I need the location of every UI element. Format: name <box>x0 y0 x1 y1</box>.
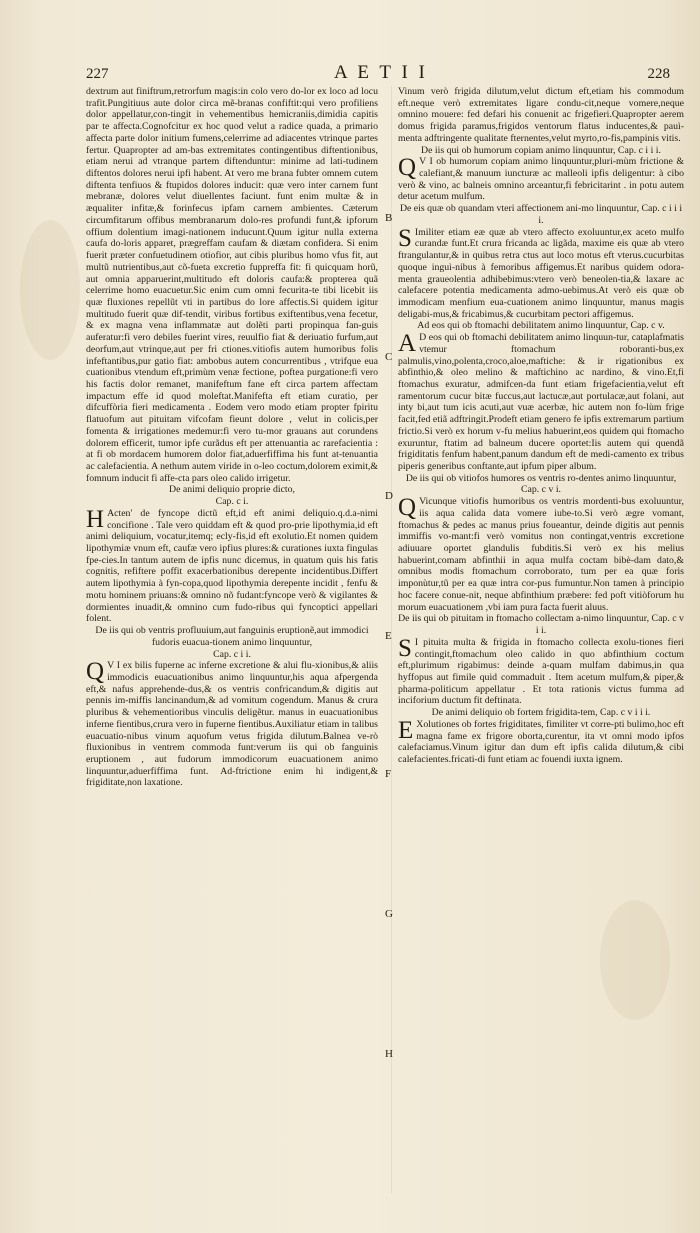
page-number-left: 227 <box>86 66 109 82</box>
drop-capital: A <box>398 330 417 358</box>
paragraph-text: Imiliter etiam eæ quæ ab vtero affecto exoluuntur,ex aceto mulfo curandæ funt.Et crura fricanda ac ligãda, maxime eis quæ ab vtero ftrangulantur,& in quibus retra ctus aut loco motus eft vterus.cucurbitas quoque inguì-nibus à femoribus affigemus.Et naribus quidem odora-menta graueolentia adhibebimus:vtero verò beneolen-tia,& laxare ac calefacere potentia medicamenta admo-uebimus.At verò eis quæ ob immodicam menfium eua-cuationem animo linquuntur, manus magis deligabi-mus,& fricabimus,& cucurbitam pectori affigemus. <box>398 226 684 320</box>
drop-capital: Q <box>86 658 105 686</box>
running-title: A E T I I <box>334 62 428 83</box>
paragraph: dextrum aut finiftrum,retrorfum magis:in colo vero do-lor ex loco ad locu trafit.Pungitiuus aute dolor circa mẽ-branas confiftit:qui vero profiliens dolor appellatur,con-tingit in vehementibus hemicraniis,dimidia capitis par te affecta.Cognofcitur ex hoc quod velut a radice quada, a primario affecta parte dolor initium fumens,celerrime ad adiacentes vtrinque partes fertur. Quapropter ad am-bas extremitates contingentibus diftentionibus, etiam nerui ad vtranque partem diftenduntur: minime ad lati-tudinem diftentos dolores nerui ipfi habent. At vero me brana fubter omnem cutem diftenta tenfiuos & ftupidos dolores inducit: quæ vero inter carnem funt mebranæ, dolores velut diuellentes faciunt. funt enim multæ & in æqualiter infitæ,& forinfecus ipfam carnem ambientes. Cæterum circumfitarum offibus membranarum dolo-res profundi funt,& ipforum offium dolentium imagi-nationem inducunt.Quum igitur nulla externa caufa do-loris apparet, prægreffam caufam & diætam confidera. Si enim fuerit præter confuetudinem otiofior, aut cibis pluribus homo vfus fit, aut multũ nutrientibus,aut cõ-fueta excretio fuppreffa fit: fi quicquam horũ, aut omnia apparuerint,multitudo eft doloris caufa:& propterea quã celerrime homo euacuetur.Sic enim cum omni fecurita-te tibi licebit iis quæ fluxiones repellũt vti in partibus do lore affectis.Si quidem igitur multitudo fuerit quæ dif-tendit, viribus fortibus exiftentibus,vena fecetur, & ex magna vena inflammatæ aut dolẽti parti propinqua fan-guis auferatur:fi vero debiles fuerint vires, reuulfio fiat & deriuatio furfum,aut deorfum,aut vtrinque,aut per fri ctiones.vitiofis autem humoribus folis infeftantibus,pur gatio fiat: ambobus autem concurrentibus , vtrifque eua cuationibus vtendum eft,primùm venæ fectione, poftea purgatione:fi vero his factis dolor remanet, manifeftum fane eft circa partem affectam impactum effe id quod moleftat.Manifefta eft etiam curatio, per difcuffòria fieri medicamenta . Eodem vero modo etiam propter fpiritu flatuofum aut pituitam vifcofam fieunt dolore , velut in colicis,per fomenta & irrigationes medemur:fi vero tu-mor grauans aut corundens dolorem efficerit, tumor ipfe curãdus eft per attenuantia ac rarefacientia : at fi ob mordacem humorem dolor fiat,aduerfiffima his funt at-tenuantia ac calefacientia. A nethum autem viride in o-leo coctum,dolorem eximit,& fomnum inducit fi affe-cta pars oleo calido irrigetur. <box>86 86 378 484</box>
drop-capital: S <box>398 224 412 252</box>
paragraph-text: I pituita multa & frigida in ftomacho collecta exolu-tiones fieri contingit,ftomachum oleo calido in quo abfinthium coctum eft,plurimum rigabimus: deinde a-quam mulfam dabimus,in qua hyffopus aut fimile quid commaduit . Item acetum mulfum,& piper,& pharma-politicum appellatur . Et tota rationis victus fumma ad inciforium ductum fit deftinata. <box>398 636 684 707</box>
paragraph-text: D eos qui ob ftomachi debilitatem animo linquun-tur, cataplafmatis vtemur ftomachum roboranti-bus,ex palmulis,vino,polenta,croco,aloe,maftiche: & ir rigationibus ex abfinthio,& oleo melino & maftichino ac nardino, & vino.Et,fi ftomachus exuratur, admifcen-da funt etiam frigefacientia,velut eft ramentorum cucur bitæ fuccus,aut lactucæ,aut portulacæ,aut folani, aut inty bi,aut tum icis acuti,aut vuæ acerbæ, hic autem non fo-lùm frige facit,fed etiã adftringit.Prodeft etiam genero fe ipfis extremarum partium frictio.Si verò ex horum v-fu melius habuerint,eos quidem qui ftomacho exuruntur, ftatim ad balneum ducere oportet:Iis autem qui quendã frigiditatis fenfum habent,panum dandum eft de medi-camento ex tribus piperis generibus conftante,aut ipfum piper album. <box>398 332 684 472</box>
paragraph <box>398 224 684 321</box>
chapter-heading: Ad eos qui ob ftomachi debilitatem animo linquuntur, Cap. c v. <box>417 320 665 332</box>
drop-capital: H <box>86 505 105 533</box>
chapter-heading: De iis qui ob pituitam in ftomacho collectam a-nimo linquuntur, Cap. c v i i. <box>398 613 684 637</box>
paragraph <box>86 660 378 789</box>
right-column <box>398 86 684 1195</box>
paragraph-text: V I ex bilis fuperne ac inferne excretione & alui flu-xionibus,& aliis immodicis euacuationibus animo linquuntur,his aqua afpergenda eft,& nafus apprehende-dus,& os ventris confricandum,& digitis aut pennis im-miffis lancinandum,& ad vomitum cogendum. Manus & crura pluribus & vehementioribus vinculis deligẽtur. manus in euacuationibus inferne fientibus,crura vero in fuperne fientibus.Auxiliatur etiam in talibus euacuatio-nibus vinum aquofum vetus frigida dilutum.Balnea ve-rò fluxionibus in ventrem commoda funt:verum iis qui ob fanguinis eruptionem , aut fudorum immodicorum euacuationem animo linquuntur,aduerfiffima funt. Ad-ftrictione enim hi indigent,& frigiditate,non laxatione. <box>86 660 378 789</box>
drop-capital: E <box>398 716 414 744</box>
page-number-right: 228 <box>647 66 670 82</box>
paragraph-text: Vicunque vitiofis humoribus os ventris mordenti-bus exoluuntur, iis aqua calida data vomere iube-to.Si verò ægre vomant, ftomachus & pedes ac manus prius foueantur, deinde digitis aut pennis immiffis vo-mant:fi verò vomitus non contingat,ventris excretione adiuuare oportet glandulis fubditis.Si verò ex his melius habuerint,comam abfinthii in aqua mulfa coctam bibè-dam dato,& omnibus modis ftomachum corroborato, tum per ea quæ foris imponùtur,tũ per ea quæ intra cor-pus fumuntur.Non tamen à principio hoc facere conue-nit, neque abfinthium præbere: fed poft vitiòforum hu morum euacuationem ,vbi iam pura facta fuerit aluus. <box>398 496 684 613</box>
paragraph: Vinum verò frigida dilutum,velut dictum eft,etiam his commodum eft.neque verò extremitates ligare condu-cit,neque vomere,neque omnino mouere: fed defari his conuenit ac frigefieri.Quapropter aerem domus frigida paramus,frigidos ventorum flatus inducentes,& pauì-menta adftringente qualitate fternentes,velut myrto,ro-fis,pampinis vitis. <box>398 86 684 144</box>
drop-capital: Q <box>398 494 417 522</box>
margin-letter-b: B <box>385 212 393 224</box>
margin-letter-d: D <box>385 490 393 502</box>
chapter-heading: De eis quæ ob quandam vteri affectionem ani-mo linquuntur, Cap. c i i i i. <box>399 203 683 226</box>
chapter-heading: De iis qui ob ventris profluuium,aut fanguinis eruptionẽ,aut immodici fudoris euacua-tionem animo linquuntur, <box>95 625 369 648</box>
paragraph <box>398 634 684 707</box>
paragraph <box>398 332 684 473</box>
margin-letter-e: E <box>385 630 392 642</box>
left-column <box>86 86 378 1195</box>
chapter-heading: De animi deliquio ob fortem frigidita-tem, Cap. c v i i i. <box>431 707 651 719</box>
margin-letter-g: G <box>385 908 393 920</box>
paragraph-text: V I ob humorum copiam animo linquuntur,pluri-mùm frictione & calefiant,& manuum iuncturæ ac malleoli ipfis deligentur: à cibo verò & vino, ac balneis omnino arceantur,fi febricitarint . in potu autem detur acetum mulfum. <box>398 156 684 203</box>
paper-stain <box>20 220 80 360</box>
chapter-number: Cap. c i i. <box>213 648 251 660</box>
paragraph-text: Xolutiones ob fortes frigiditates, fimiliter vt corre-pti bulimo,hoc eft magna fame ex frigore oborta,curentur, ita vt omni modo ipfos calefaciamus.Vinum igitur dan dum eft ipfis calida dilutum,& cibi calefacientes.fricati-di funt etiam ac fouendi iuxta ignem. <box>398 718 684 765</box>
paragraph <box>398 716 684 766</box>
paragraph <box>398 496 684 613</box>
margin-letter-h: H <box>385 1048 393 1060</box>
chapter-heading: De animi deliquio proprie dicto, <box>169 484 295 496</box>
drop-capital: Q <box>398 154 417 182</box>
paragraph <box>398 156 684 203</box>
paragraph <box>86 505 378 625</box>
margin-letter-f: F <box>385 768 392 780</box>
chapter-heading: De iis qui ob vitiofos humores os ventris ro-dentes animo linquuntur, Cap. c v i. <box>405 472 677 496</box>
margin-letter-c: C <box>385 351 393 363</box>
paragraph-text: Acten' de fyncope dictũ eft,id eft animi deliquio.q.d.a-nimi concifione . Tale vero quiddam eft & quod pro-prie lipothymia,id eft animi deliquium, vocatur,itemq; ecly-fis,id eft exolutio.Et nomen quidem lipothymiæ vnum eft, caufæ vero ipfius plures:& curationes iuxta fingulas fpe-cies.In tantum autem de ipfis nunc dicemus, in quatum quis his fatis cognitis, refiftere poffit exacerbationibus derepente incidentibus.Differt autem lipothymia à fyn-copa,quod lipothymia derepente incidit , fenfu & motu hominem priuans:& omnino nõ fudant:fyncope verò & vigilantes & dormientes inuadit,& omnino cum fudo-ribus qui fyncoptici appellari folent. <box>86 507 378 625</box>
page-header <box>86 62 670 88</box>
chapter-heading: De iis qui ob humorum copiam animo linquuntur, Cap. c i i i. <box>421 144 661 156</box>
drop-capital: S <box>398 634 412 662</box>
chapter-number: Cap. c i. <box>215 496 249 508</box>
